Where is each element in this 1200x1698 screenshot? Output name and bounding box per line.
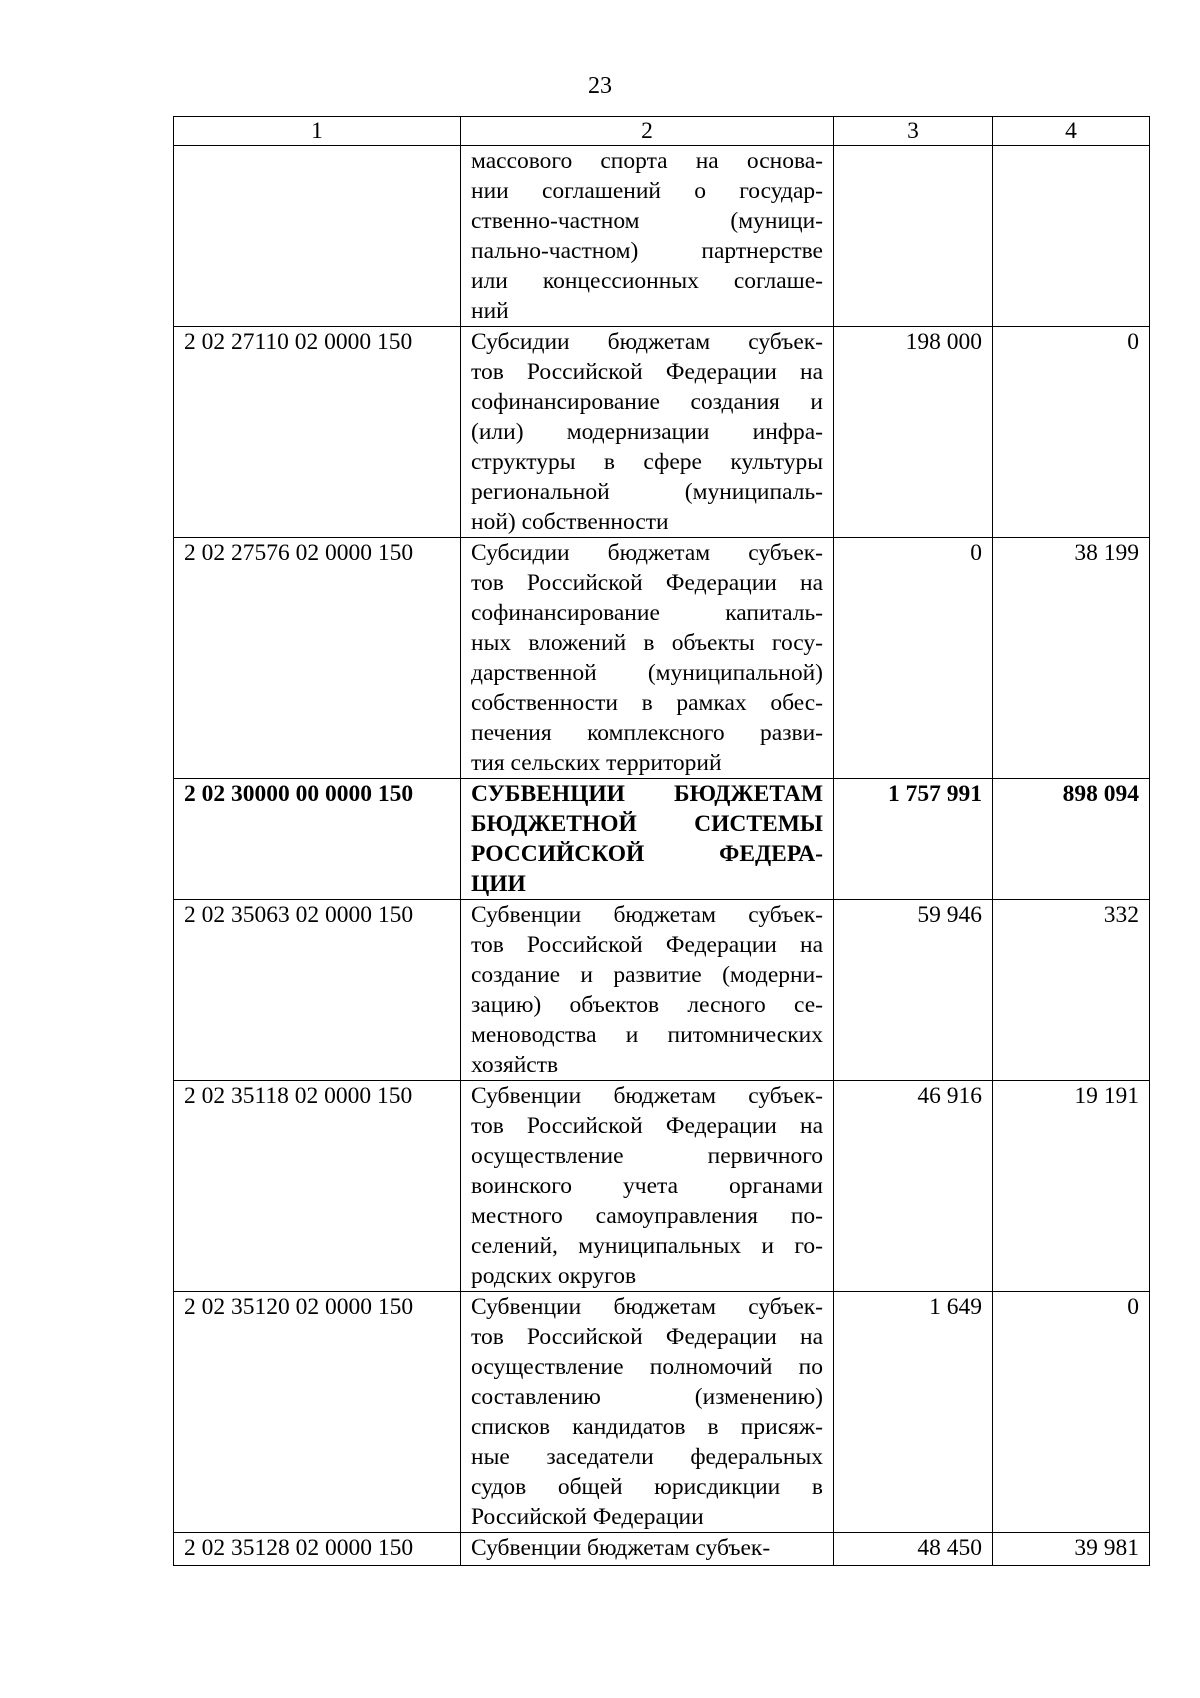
table-row [174, 538, 1150, 779]
table-header-row [174, 117, 1150, 146]
column-header-2: 2 [461, 117, 834, 146]
description-line: или концессионных соглаше- [471, 268, 823, 294]
description-line: тов Российской Федерации на [471, 932, 823, 958]
table-row [174, 1081, 1150, 1292]
description-line: Субвенции бюджетам субъек- [471, 1083, 823, 1109]
description-line: печения комплексного разви- [471, 720, 823, 746]
budget-code-cell: 2 02 35120 02 0000 150 [174, 1292, 461, 1533]
description-line: местного самоуправления по- [471, 1203, 823, 1229]
table-row [174, 779, 1150, 900]
table-row [174, 327, 1150, 538]
description-line: осуществление первичного [471, 1143, 823, 1169]
description-line: пально-частном) партнерстве [471, 238, 823, 264]
amount-col3-cell: 46 916 [834, 1081, 993, 1292]
amount-col4-cell: 0 [993, 327, 1150, 538]
budget-code-cell: 2 02 35063 02 0000 150 [174, 900, 461, 1081]
table-body [174, 146, 1150, 1566]
budget-table [173, 116, 1150, 1566]
amount-col3-cell: 48 450 [834, 1533, 993, 1566]
description-cell [461, 1081, 834, 1292]
description-line: Субсидии бюджетам субъек- [471, 329, 823, 355]
amount-col4-cell: 898 094 [993, 779, 1150, 900]
description-line: структуры в сфере культуры [471, 449, 823, 475]
budget-code-cell [174, 146, 461, 327]
amount-col3-cell: 59 946 [834, 900, 993, 1081]
description-line: Субвенции бюджетам субъек- [471, 902, 823, 928]
table-row [174, 1533, 1150, 1566]
description-cell [461, 779, 834, 900]
amount-col3-cell: 1 649 [834, 1292, 993, 1533]
amount-col3-cell: 198 000 [834, 327, 993, 538]
description-line: региональной (муниципаль- [471, 479, 823, 505]
description-line: Российской Федерации [471, 1504, 704, 1530]
description-line: тов Российской Федерации на [471, 1324, 823, 1350]
description-line: создание и развитие (модерни- [471, 962, 823, 988]
budget-code-cell: 2 02 35128 02 0000 150 [174, 1533, 461, 1566]
table-row [174, 1292, 1150, 1533]
amount-col4-cell [993, 146, 1150, 327]
description-line: зацию) объектов лесного се- [471, 992, 823, 1018]
column-header-3: 3 [834, 117, 993, 146]
description-cell [461, 900, 834, 1081]
description-cell [461, 146, 834, 327]
description-line: дарственной (муниципальной) [471, 660, 823, 686]
description-line: массового спорта на основа- [471, 148, 823, 174]
description-line: составлению (изменению) [471, 1384, 823, 1410]
amount-col4-cell: 0 [993, 1292, 1150, 1533]
description-line: РОССИЙСКОЙ ФЕДЕРА- [471, 841, 823, 867]
description-line: тов Российской Федерации на [471, 1113, 823, 1139]
description-line: ний [471, 298, 509, 324]
description-line: осуществление полномочий по [471, 1354, 823, 1380]
description-cell [461, 327, 834, 538]
amount-col4-cell: 38 199 [993, 538, 1150, 779]
description-line: ЦИИ [471, 871, 526, 897]
column-header-1: 1 [174, 117, 461, 146]
description-line: тов Российской Федерации на [471, 570, 823, 596]
description-line: хозяйств [471, 1052, 559, 1078]
budget-code-cell: 2 02 27110 02 0000 150 [174, 327, 461, 538]
description-line: софинансирование капиталь- [471, 600, 823, 626]
description-line: судов общей юрисдикции в [471, 1474, 823, 1500]
page-number: 23 [588, 73, 612, 99]
description-line: БЮДЖЕТНОЙ СИСТЕМЫ [471, 811, 823, 837]
amount-col4-cell: 19 191 [993, 1081, 1150, 1292]
amount-col3-cell [834, 146, 993, 327]
column-header-4: 4 [993, 117, 1150, 146]
budget-code-cell: 2 02 27576 02 0000 150 [174, 538, 461, 779]
description-cell [461, 1292, 834, 1533]
budget-code-cell: 2 02 35118 02 0000 150 [174, 1081, 461, 1292]
description-line: нии соглашений о государ- [471, 178, 823, 204]
description-line: селений, муниципальных и го- [471, 1233, 823, 1259]
amount-col3-cell: 0 [834, 538, 993, 779]
description-line: ственно-частном (муници- [471, 208, 823, 234]
description-line: ные заседатели федеральных [471, 1444, 823, 1470]
description-line: СУБВЕНЦИИ БЮДЖЕТАМ [471, 781, 823, 807]
description-line: родских округов [471, 1263, 637, 1289]
budget-code-cell: 2 02 30000 00 0000 150 [174, 779, 461, 900]
description-line: Субсидии бюджетам субъек- [471, 540, 823, 566]
description-line: воинского учета органами [471, 1173, 823, 1199]
description-line: ных вложений в объекты госу- [471, 630, 823, 656]
description-line: тов Российской Федерации на [471, 359, 823, 385]
description-line: собственности в рамках обес- [471, 690, 823, 716]
table-row [174, 146, 1150, 327]
description-line: списков кандидатов в присяж- [471, 1414, 823, 1440]
description-line: Субвенции бюджетам субъек- [471, 1535, 771, 1561]
description-line: софинансирование создания и [471, 389, 823, 415]
description-cell [461, 1533, 834, 1566]
description-line: (или) модернизации инфра- [471, 419, 823, 445]
description-line: Субвенции бюджетам субъек- [471, 1294, 823, 1320]
table-row [174, 900, 1150, 1081]
description-line: ной) собственности [471, 509, 669, 535]
description-cell [461, 538, 834, 779]
amount-col4-cell: 39 981 [993, 1533, 1150, 1566]
description-line: меноводства и питомнических [471, 1022, 823, 1048]
amount-col3-cell: 1 757 991 [834, 779, 993, 900]
description-line: тия сельских территорий [471, 750, 722, 776]
amount-col4-cell: 332 [993, 900, 1150, 1081]
